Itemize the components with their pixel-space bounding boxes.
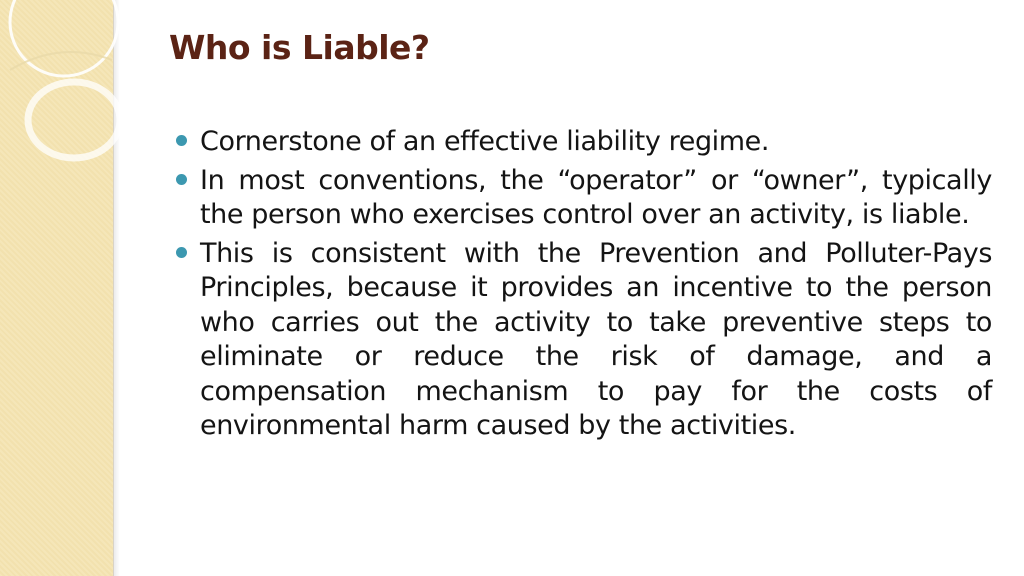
bullet-item bbox=[173, 125, 992, 160]
bullet-dot-icon bbox=[176, 135, 187, 146]
bullet-text: In most conventions, the “operator” or “owner”, typically the person who exercises control over an activity, is liable. bbox=[200, 164, 992, 230]
slide-title: Who is Liable? bbox=[169, 28, 430, 67]
bullet-dot-icon bbox=[176, 174, 187, 185]
decorative-swirl bbox=[0, 0, 180, 220]
bullet-dot-icon bbox=[176, 247, 187, 258]
bullet-list bbox=[173, 125, 992, 448]
bullet-text: Cornerstone of an effective liability regime. bbox=[200, 126, 770, 157]
bullet-item bbox=[173, 237, 992, 444]
bullet-item bbox=[173, 164, 992, 233]
bullet-text: This is consistent with the Prevention and Polluter-Pays Principles, because it provides an incentive to the person who carries out the activity to take preventive steps to eliminate or reduce the risk of damage, and a compensation mechanism to pay for the costs of environmental harm caused by the activities. bbox=[200, 237, 992, 441]
